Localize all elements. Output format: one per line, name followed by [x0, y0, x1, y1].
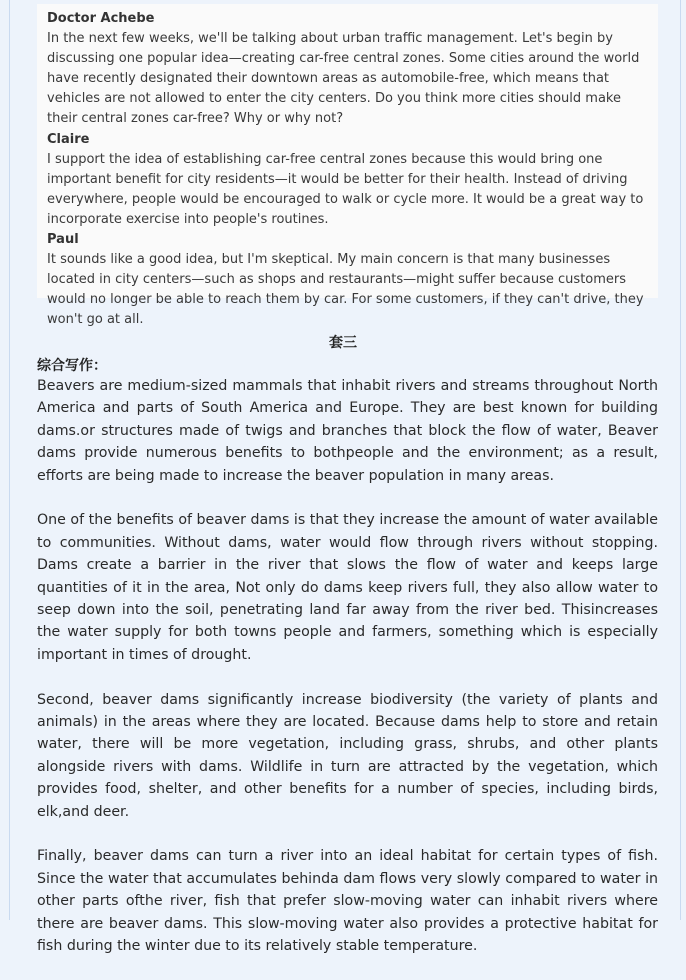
discussion-box — [37, 4, 658, 328]
speaker-text: In the next few weeks, we'll be talking about urban traffic management. Let's begin by discussing one popular idea—creating car-free central zones. Some cities around the world have recently designated their downtown areas as automobile-free, which means that vehicles are not allowed to enter the city centers. Do you think more cities should make their central zones car-free? Why or why not? — [47, 31, 640, 127]
speaker-text: It sounds like a good idea, but I'm skeptical. My main concern is that many businesses located in city centers—such as shops and restaurants—might suffer because customers would no longer be able to reach them by car. For some customers, if they can't drive, they won't go at all. — [47, 252, 644, 328]
essay-paragraph: One of the benefits of beaver dams is that they increase the amount of water available to communities. Without dams, water would flow through rivers without stopping. Dams create a barrier in the river that slows the flow of water and keeps large quantities of it in the area, Not only do dams keep rivers full, they also allow water to seep down into the soil, penetrating land far away from the river bed. Thisincreases the water supply for both towns people and farmers, something which is especially important in times of drought. — [37, 512, 658, 663]
speaker-name: Doctor Achebe — [47, 11, 155, 26]
discussion-entry — [47, 230, 648, 330]
speaker-name: Paul — [47, 232, 79, 248]
discussion-entry — [47, 9, 648, 130]
essay-paragraph: Finally, beaver dams can turn a river into an ideal habitat for certain types of fish. Since the water that accumulates behinda dam flows very slowly compared to water in other parts ofthe river, fish that prefer slow-moving water can inhabit rivers where there are beaver dams. This slow-moving water also provides a protective habitat for fish during the winter due to its relatively stable temperature. — [37, 848, 658, 955]
speaker-name: Claire — [47, 131, 90, 147]
essay-body — [37, 375, 658, 980]
speaker-text: I support the idea of establishing car-free central zones because this would bring one important benefit for city residents—it would be better for their health. Instead of driving everywhere, people would be encouraged to walk or cycle more. It would be a great way to incorporate exercise into people's routines. — [47, 151, 644, 227]
set-title: 套三 — [329, 335, 357, 351]
section-label: 综合写作： — [37, 358, 107, 374]
essay-paragraph: Beavers are medium-sized mammals that inhabit rivers and streams throughout North America and parts of South America and Europe. They are best known for building dams.or structures made of twigs and branches that block the flow of water, Beaver dams provide numerous benefits to bothpeople and the environment; as a result, efforts are being made to increase the beaver population in many areas. — [37, 378, 658, 484]
discussion-entry — [47, 130, 648, 230]
essay-paragraph: Second, beaver dams significantly increase biodiversity (the variety of plants and animals) in the areas where they are located. Because dams help to store and retain water, there will be more vegetation, including grass, shrubs, and other plants alongside rivers with dams. Wildlife in turn are attracted by the vegetation, which provides food, shelter, and other benefits for a number of species, including birds, elk,and deer. — [37, 691, 658, 820]
